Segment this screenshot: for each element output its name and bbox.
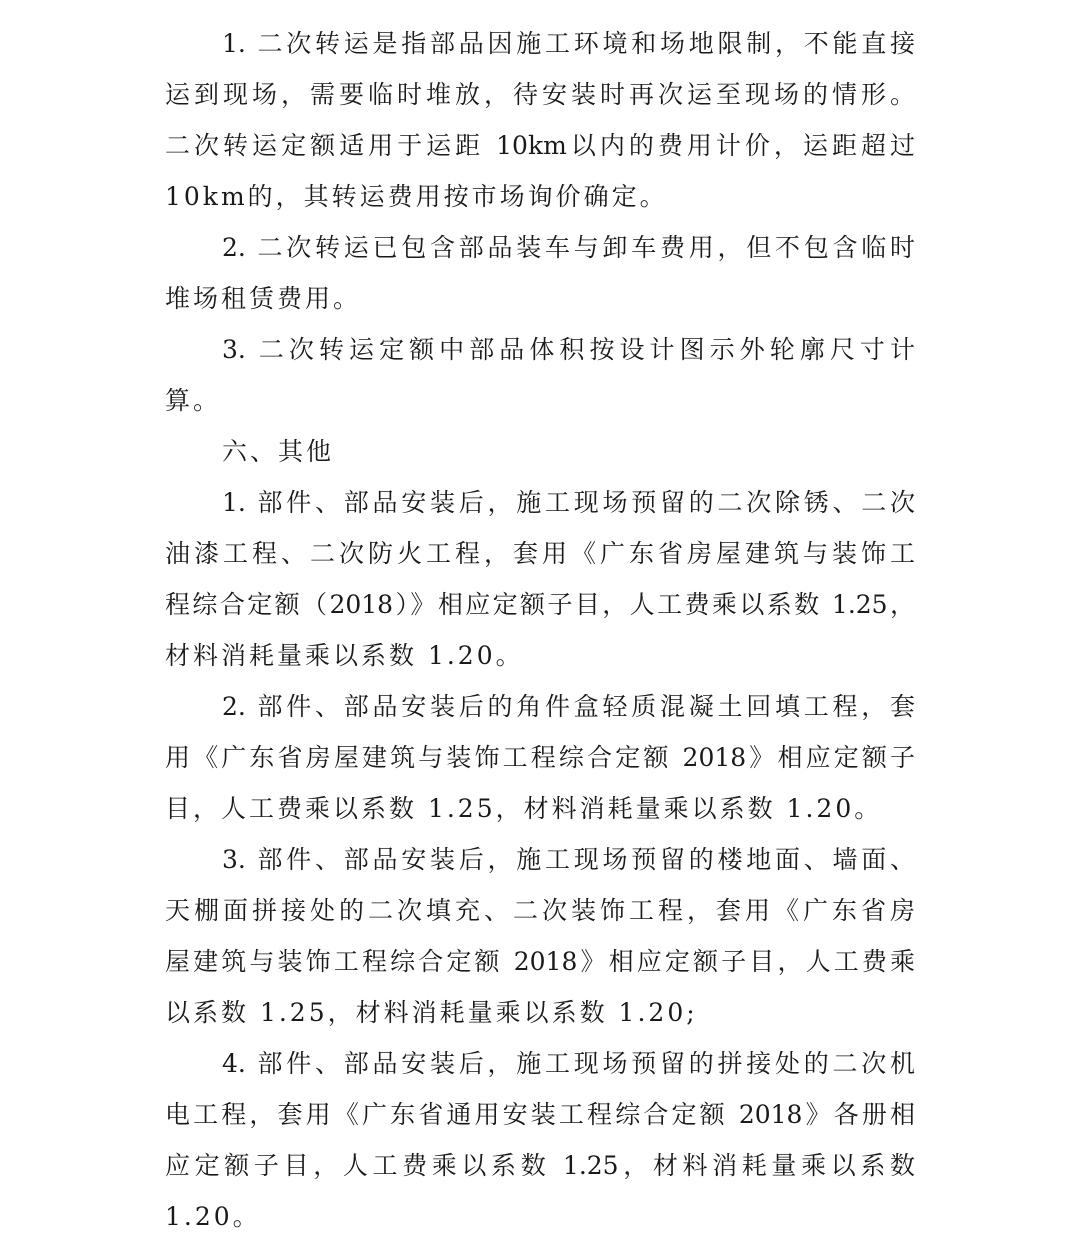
paragraph-transport-2	[165, 222, 915, 324]
text-line: 油漆工程、二次防火工程，套用《广东省房屋建筑与装饰工	[165, 539, 915, 568]
paragraph-other-1	[165, 477, 915, 681]
text-line: 程综合定额（2018）》相应定额子目，人工费乘以系数 1.25，	[165, 590, 915, 619]
text-line: 1.20。	[165, 1202, 261, 1231]
text-line: 目，人工费乘以系数 1.25，材料消耗量乘以系数 1.20。	[165, 794, 883, 823]
paragraph-other-2	[165, 681, 915, 834]
paragraph-other-4	[165, 1038, 915, 1242]
text-line: 1. 二次转运是指部品因施工环境和场地限制，不能直接	[222, 29, 915, 58]
text-line: 2. 部件、部品安装后的角件盒轻质混凝土回填工程，套	[222, 692, 915, 721]
text-line: 电工程，套用《广东省通用安装工程综合定额 2018》各册相	[165, 1100, 915, 1129]
text-line: 3. 二次转运定额中部品体积按设计图示外轮廓尺寸计	[222, 335, 915, 364]
text-line: 3. 部件、部品安装后，施工现场预留的楼地面、墙面、	[222, 845, 915, 874]
text-line: 堆场租赁费用。	[165, 284, 362, 313]
text-line: 算。	[165, 386, 222, 415]
text-line: 运到现场，需要临时堆放，待安装时再次运至现场的情形。	[165, 80, 915, 109]
text-line: 二次转运定额适用于运距 10km以内的费用计价，运距超过	[165, 131, 915, 160]
text-line: 2. 二次转运已包含部品装车与卸车费用，但不包含临时	[222, 233, 915, 262]
paragraph-other-3	[165, 834, 915, 1038]
text-line: 以系数 1.25，材料消耗量乘以系数 1.20;	[165, 998, 698, 1027]
text-line: 屋建筑与装饰工程综合定额 2018》相应定额子目，人工费乘	[165, 947, 915, 976]
paragraph-transport-1	[165, 18, 915, 222]
document-page	[165, 18, 915, 1242]
text-line: 材料消耗量乘以系数 1.20。	[165, 641, 524, 670]
text-line: 4. 部件、部品安装后，施工现场预留的拼接处的二次机	[222, 1049, 915, 1078]
text-line: 天棚面拼接处的二次填充、二次装饰工程，套用《广东省房	[165, 896, 915, 925]
text-line: 10km的，其转运费用按市场询价确定。	[165, 182, 668, 211]
text-line: 1. 部件、部品安装后，施工现场预留的二次除锈、二次	[222, 488, 915, 517]
text-line: 用《广东省房屋建筑与装饰工程综合定额 2018》相应定额子	[165, 743, 915, 772]
section-heading-other: 六、其他	[222, 437, 335, 466]
text-line: 应定额子目，人工费乘以系数 1.25，材料消耗量乘以系数	[165, 1151, 915, 1180]
paragraph-transport-3	[165, 324, 915, 426]
